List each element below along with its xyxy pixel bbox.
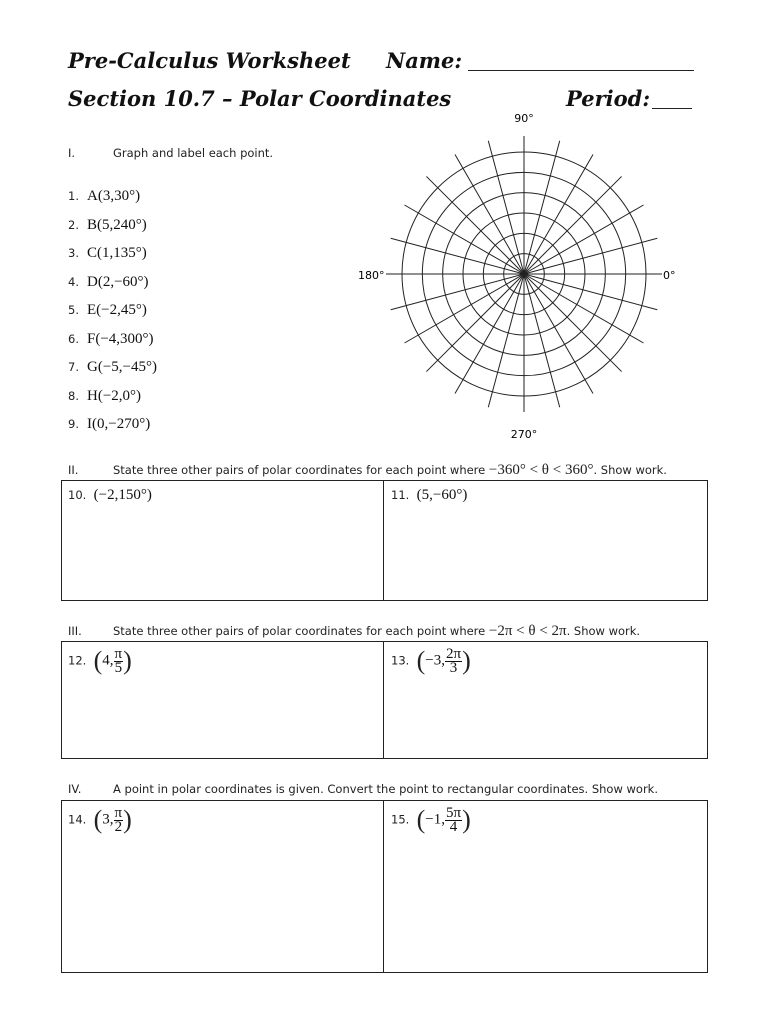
q10-number: 10. (68, 488, 87, 502)
label-270-degrees: 270° (510, 428, 538, 441)
point-item-number: 1. (68, 189, 79, 203)
part1-instruction: Graph and label each point. (113, 146, 274, 160)
point-item-expression: G(−5,−45°) (87, 359, 157, 375)
label-90-degrees: 90° (514, 112, 534, 125)
point-item-expression: F(−4,300°) (87, 330, 154, 347)
point-item-number: 2. (68, 217, 79, 232)
question-15[interactable]: 15. (−1, $\frac{5\pi}{4}$ ) (391, 804, 471, 835)
part3-divider (383, 642, 384, 758)
q12-denominator: 5 (114, 659, 123, 676)
point-item (68, 302, 147, 319)
q15-denominator: 4 (449, 818, 458, 835)
label-0-degrees: 0° (663, 269, 676, 282)
part4-instruction: A point in polar coordinates is given. Convert the point to rectangular coordinates. Show work. (113, 782, 658, 796)
point-item (68, 416, 150, 433)
point-item-number: 8. (68, 388, 79, 403)
point-item-expression: B(5,240°) (87, 216, 147, 233)
part3-roman: III. (68, 624, 82, 638)
point-item-expression: A(3,30°) (87, 188, 141, 204)
point-item (68, 274, 149, 291)
q14-numerator: π (114, 804, 123, 821)
part2-instruction: State three other pairs of polar coordinates for each point where (113, 463, 486, 477)
part3-instruction: State three other pairs of polar coordinates for each point where (113, 624, 486, 638)
q11-number: 11. (391, 488, 410, 502)
q13-numerator: 2π (446, 645, 462, 662)
polar-grid (352, 108, 697, 443)
q13-denominator: 3 (449, 659, 458, 676)
question-14[interactable]: 14. (3, $\frac{\pi}{2}$ ) (68, 804, 132, 835)
part3-instruction-suffix: . Show work. (566, 624, 641, 638)
question-13[interactable]: 13. (−3, $\frac{2\pi}{3}$ ) (391, 645, 471, 676)
part2-instruction-suffix: . Show work. (593, 463, 667, 477)
q10-expression: (−2,150°) (93, 487, 152, 503)
period-label: Period: (566, 86, 651, 111)
question-10[interactable] (68, 487, 152, 504)
q13-number: 13. (391, 653, 410, 668)
q15-first: −1, (425, 811, 445, 828)
label-180-degrees: 180° (358, 269, 385, 282)
point-item (68, 217, 147, 234)
part3-answer-box (61, 641, 708, 759)
part4-roman: IV. (68, 782, 82, 796)
q14-denominator: 2 (114, 818, 123, 835)
part1-roman: I. (68, 146, 76, 160)
q12-numerator: π (114, 645, 123, 662)
point-item (68, 359, 157, 376)
point-item-expression: E(−2,45°) (87, 302, 147, 318)
point-item (68, 245, 147, 262)
q14-first: 3, (102, 811, 114, 828)
q15-numerator: 5π (446, 804, 462, 821)
q11-expression: (5,−60°) (416, 487, 468, 503)
question-12[interactable]: 12. (4, $\frac{\pi}{5}$ ) (68, 645, 132, 676)
point-item-expression: I(0,−270°) (87, 416, 151, 432)
worksheet-title: Pre-Calculus Worksheet (68, 48, 351, 73)
part2-answer-box (61, 480, 708, 601)
point-item (68, 388, 141, 405)
polar-grid-spokes (386, 136, 662, 412)
part4-answer-box (61, 800, 708, 973)
part2-divider (383, 481, 384, 600)
question-11[interactable] (391, 487, 467, 504)
name-blank-line[interactable] (468, 70, 694, 71)
q15-number: 15. (391, 812, 410, 827)
q12-first: 4, (102, 652, 114, 669)
point-item-expression: H(−2,0°) (87, 387, 142, 404)
point-item (68, 331, 154, 348)
part4-instruction-line (68, 782, 658, 796)
q12-number: 12. (68, 653, 87, 668)
point-item-number: 5. (68, 303, 79, 317)
part3-instruction-line (68, 623, 640, 640)
part2-condition: −360° < θ < 360° (488, 462, 594, 478)
point-item-number: 9. (68, 417, 79, 431)
point-item-number: 7. (68, 360, 79, 374)
part2-instruction-line (68, 462, 667, 479)
q14-number: 14. (68, 812, 87, 827)
point-item-expression: C(1,135°) (87, 245, 147, 261)
part2-roman: II. (68, 463, 79, 477)
point-item-number: 3. (68, 246, 79, 260)
name-label: Name: (386, 48, 463, 73)
part4-divider (383, 801, 384, 972)
point-item (68, 188, 140, 205)
point-item-number: 6. (68, 331, 79, 346)
section-title: Section 10.7 – Polar Coordinates (68, 86, 452, 111)
q13-first: −3, (425, 652, 445, 669)
point-item-expression: D(2,−60°) (87, 273, 149, 290)
part3-condition: −2π < θ < 2π (488, 623, 567, 639)
point-item-number: 4. (68, 274, 79, 289)
